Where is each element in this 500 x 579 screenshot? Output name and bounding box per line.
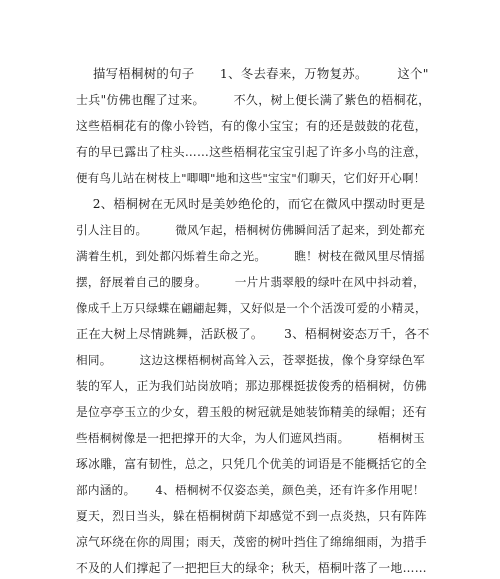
text-line: 有的早已露出了柱头……这些梧桐花宝宝引起了许多小鸟的注意，	[76, 145, 427, 159]
text-line: 凉气环绕在你的周围；雨天，茂密的树叶挡住了绵绵细雨，为措手	[76, 535, 427, 549]
text-line: 像成千上万只绿蝶在翩翩起舞，又好似是一个个活泼可爱的小精灵，	[76, 301, 427, 315]
text-line: 士兵"仿佛也醒了过来。 不久，树上便长满了紫色的梧桐花，	[76, 93, 431, 107]
text-line: 相同。 这边这棵梧桐树高耸入云，苍翠挺拔，像个身穿绿色军	[76, 353, 426, 367]
text-line: 摆，舒展着自己的腰身。 一片片翡翠般的绿叶在风中抖动着，	[76, 275, 426, 289]
text-line: 这些梧桐花有的像小铃铛，有的像小宝宝；有的还是鼓鼓的花苞，	[76, 119, 427, 133]
text-line: 描写梧桐树的句子 1、冬去春来，万物复苏。 这个"	[76, 66, 429, 81]
text-line: 是位亭亭玉立的少女，碧玉般的树冠就是她装饰精美的绿帽；还有	[76, 405, 427, 419]
text-line: 些梧桐树像是一把把撑开的大伞，为人们遮风挡雨。 梧桐树玉	[76, 431, 426, 445]
text-line: 满着生机，到处都闪烁着生命之光。 瞧！树枝在微风里尽情摇	[76, 249, 426, 263]
text-line: 不及的人们撑起了一把把巨大的绿伞；秋天，梧桐叶落了一地……	[76, 561, 427, 575]
text-line: 装的军人，正为我们站岗放哨；那边那棵挺拔俊秀的梧桐树，仿佛	[76, 379, 427, 393]
text-line: 便有鸟儿站在树枝上"唧唧"地和这些"宝宝"们聊天，它们好开心啊！	[76, 171, 426, 185]
text-line: 琢冰雕，富有韧性，总之，只凭几个优美的词语是不能概括它的全	[76, 457, 427, 471]
text-line: 引人注目的。 微风乍起，梧桐树仿佛瞬间活了起来，到处都充	[76, 223, 426, 237]
text-line: 2、梧桐树在无风时是美妙绝伦的，而它在微风中摆动时更是	[76, 197, 426, 211]
text-line: 夏天，烈日当头，躲在梧桐树荫下却感觉不到一点炎热，只有阵阵	[76, 509, 427, 523]
text-line: 正在大树上尽情跳舞，活跃极了。 3、梧桐树姿态万千，各不	[76, 327, 430, 341]
text-line: 部内涵的。 4、梧桐树不仅姿态美，颜色美，还有许多作用呢！	[76, 483, 425, 497]
